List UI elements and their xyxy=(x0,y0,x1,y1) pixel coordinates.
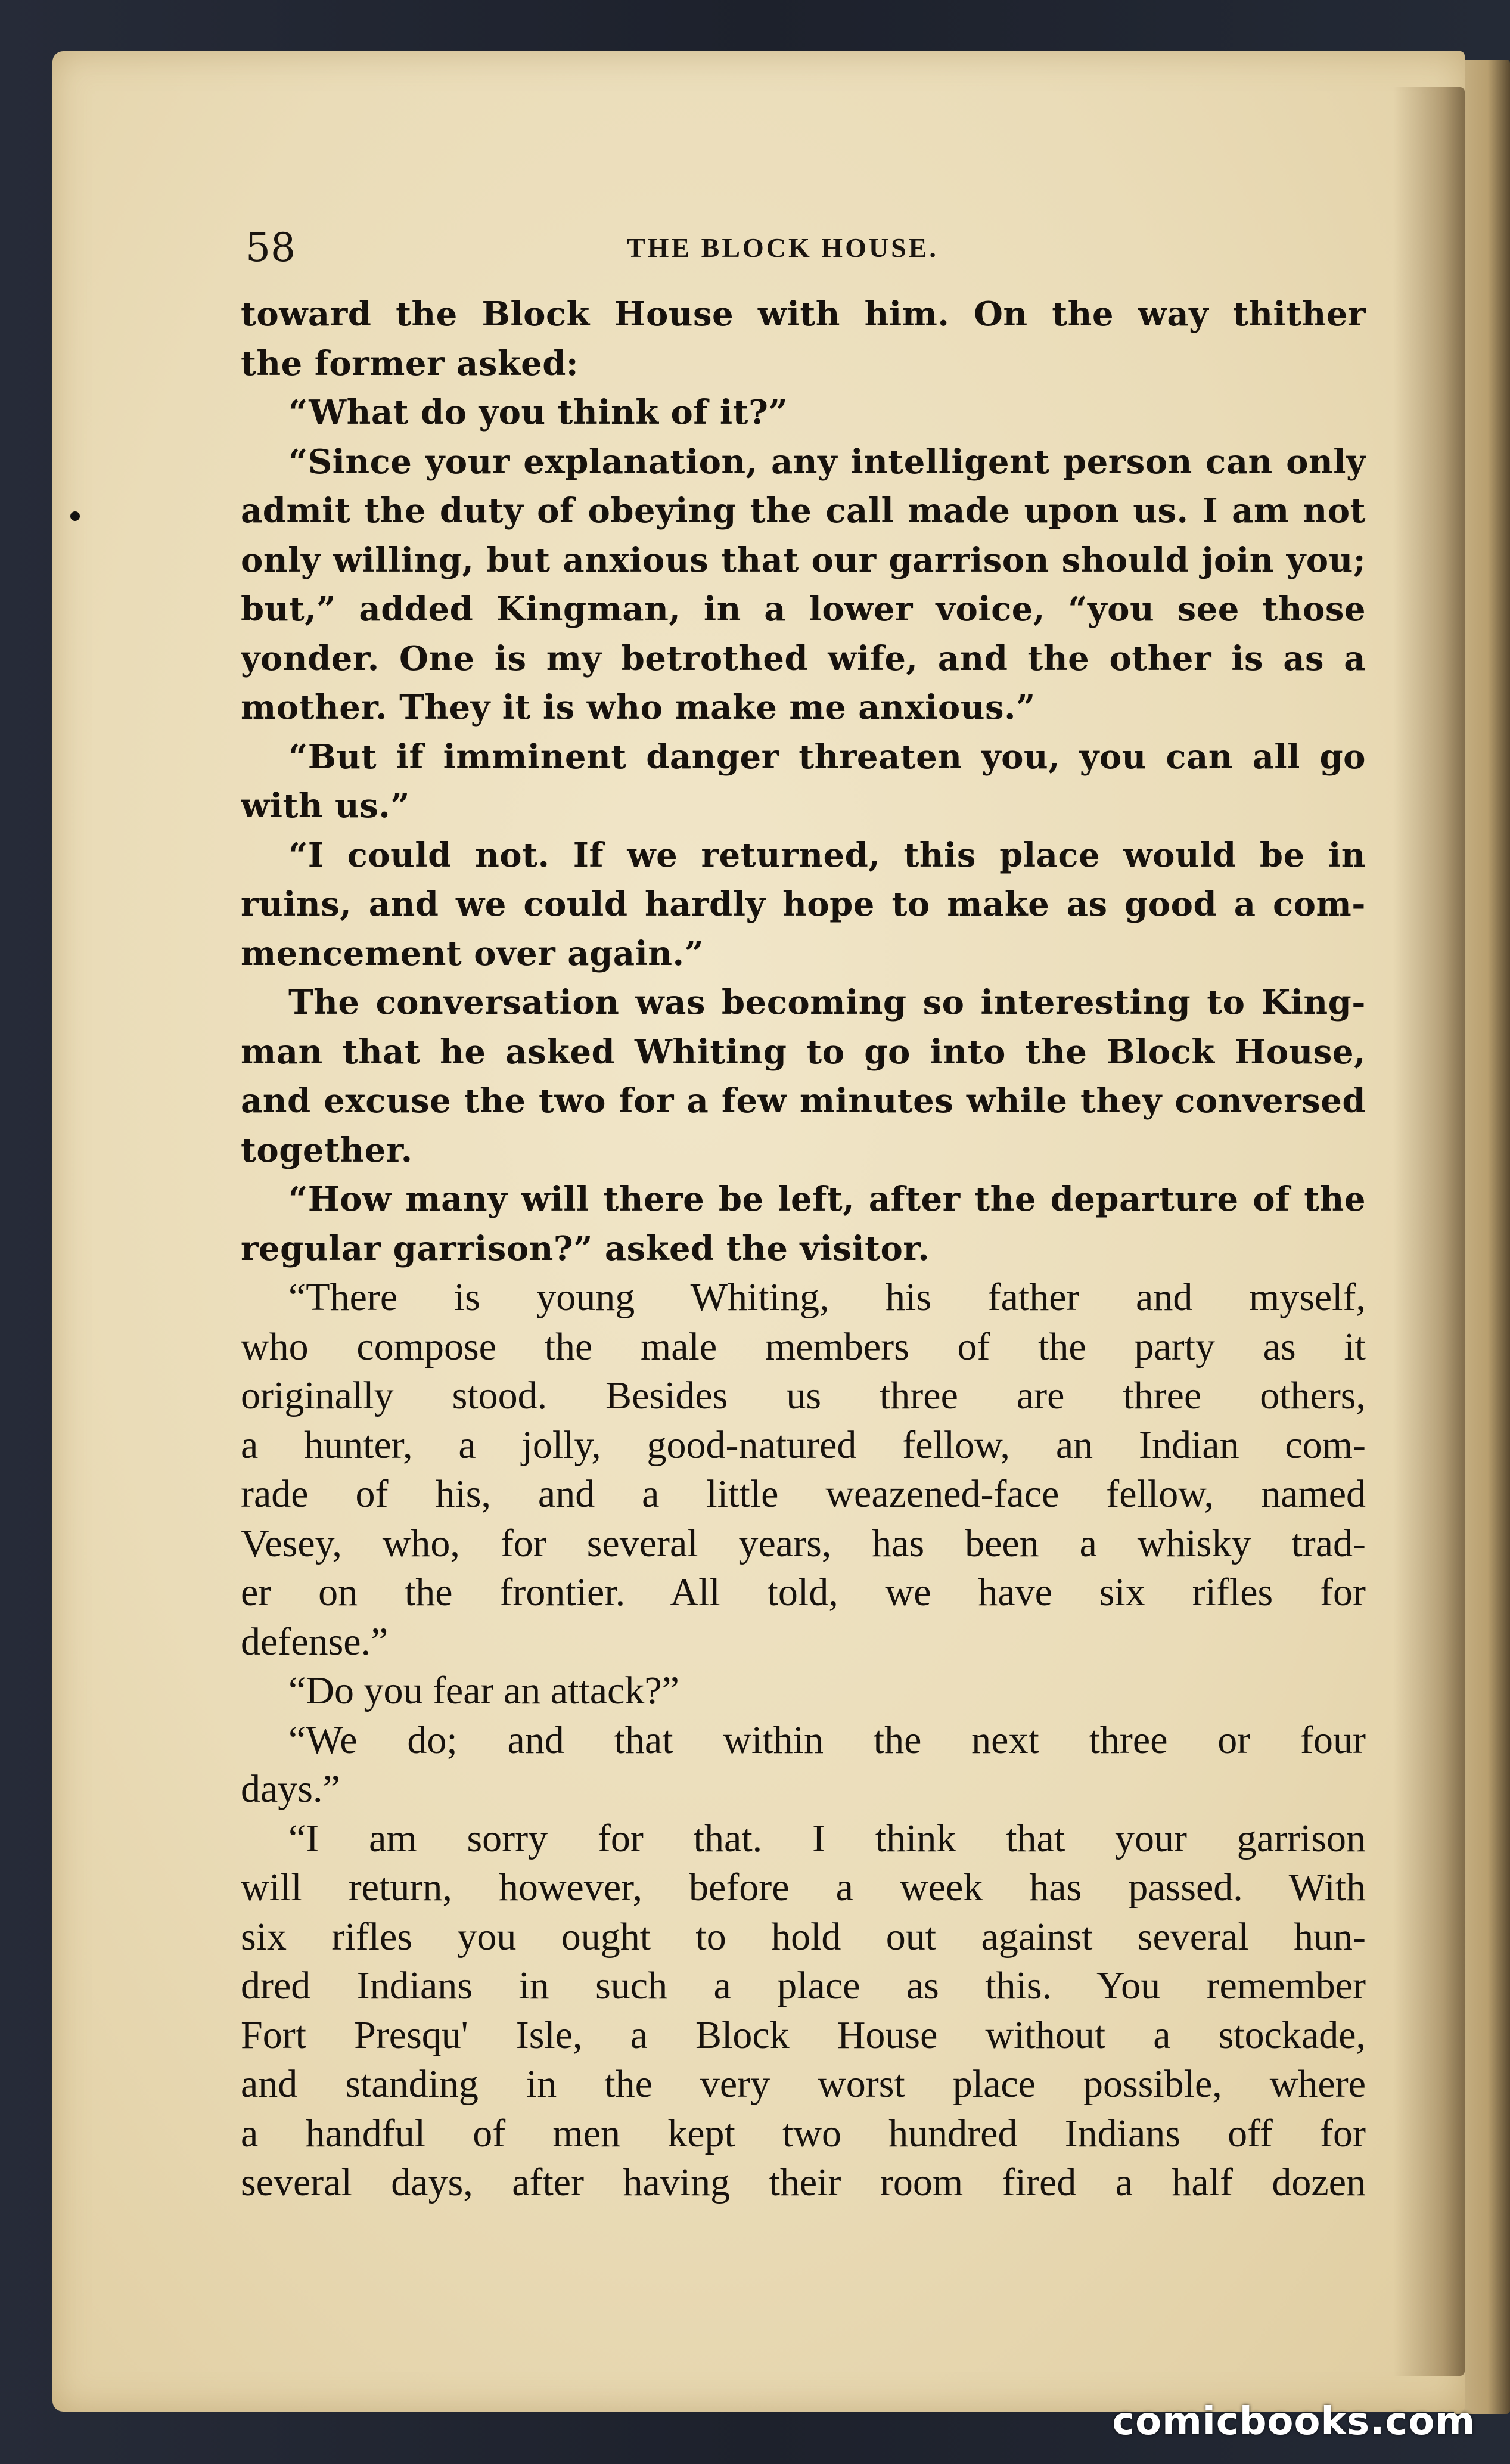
text-block-bold xyxy=(241,290,1366,1273)
text-line: with us.” xyxy=(241,786,411,826)
text-line: yonder. One is my betrothed wife, and the other is as a xyxy=(241,638,1366,678)
text-line: and standing in the very worst place possible, where xyxy=(241,2062,1366,2106)
text-line: “Do you fear an attack?” xyxy=(288,1669,679,1712)
text-line: Vesey, who, for several years, has been a whisky trad- xyxy=(241,1521,1366,1565)
text-line: “Since your explanation, any intelligent person can only xyxy=(288,442,1366,482)
page-body xyxy=(241,290,1366,2208)
margin-ink-dot xyxy=(70,511,80,521)
text-line: the former asked: xyxy=(241,343,579,383)
site-watermark: comicbooks.com xyxy=(1112,2400,1475,2444)
text-line: regular garrison?” asked the visitor. xyxy=(241,1228,930,1268)
text-line: “There is young Whiting, his father and myself, xyxy=(288,1276,1366,1319)
text-line: ruins, and we could hardly hope to make as good a com- xyxy=(241,885,1366,924)
text-block-regular xyxy=(241,1273,1366,2208)
text-line: who compose the male members of the party as it xyxy=(241,1324,1366,1368)
text-line: defense.” xyxy=(241,1619,389,1664)
page-gutter-shadow xyxy=(1393,87,1465,2376)
text-line: six rifles you ought to hold out against several hun- xyxy=(241,1914,1366,1959)
text-line: admit the duty of obeying the call made upon us. I am not xyxy=(241,491,1366,530)
text-line: mother. They it is who make me anxious.” xyxy=(241,688,1036,727)
text-line: man that he asked Whiting to go into the Block House, xyxy=(241,1032,1366,1072)
text-line: dred Indians in such a place as this. You remember xyxy=(241,1964,1366,2007)
text-line: The conversation was becoming so interesting to King- xyxy=(288,983,1366,1022)
text-line: days.” xyxy=(241,1767,340,1811)
text-line: “I am sorry for that. I think that your garrison xyxy=(288,1816,1366,1860)
text-line: “I could not. If we returned, this place would be in xyxy=(288,835,1366,875)
text-line: mencement over again.” xyxy=(241,933,704,973)
text-line: Fort Presqu' Isle, a Block House without a stockade, xyxy=(241,2013,1366,2057)
running-head: THE BLOCK HOUSE. xyxy=(627,232,939,263)
text-line: only willing, but anxious that our garrison should join you; xyxy=(241,540,1366,580)
text-line: er on the frontier. All told, we have six rifles for xyxy=(241,1571,1366,1614)
page-header xyxy=(246,224,1366,272)
text-line: toward the Block House with him. On the way thither xyxy=(241,294,1366,334)
text-line: and excuse the two for a few minutes while they conversed xyxy=(241,1081,1366,1121)
text-line: together. xyxy=(241,1130,413,1170)
page-number: 58 xyxy=(246,225,296,271)
text-line: “What do you think of it?” xyxy=(288,393,788,432)
text-line: rade of his, and a little weazened-face fellow, named xyxy=(241,1472,1366,1516)
text-line: “How many will there be left, after the departure of the xyxy=(288,1180,1366,1219)
text-line: a handful of men kept two hundred Indians off for xyxy=(241,2111,1366,2155)
text-line: will return, however, before a week has passed. With xyxy=(241,1866,1366,1909)
text-line: “We do; and that within the next three or four xyxy=(288,1718,1366,1762)
text-line: a hunter, a jolly, good-natured fellow, an Indian com- xyxy=(241,1423,1366,1467)
text-line: but,” added Kingman, in a lower voice, “you see those xyxy=(241,589,1366,629)
text-line: originally stood. Besides us three are three others, xyxy=(241,1374,1366,1417)
text-line: “But if imminent danger threaten you, you can all go xyxy=(288,737,1366,777)
text-line: several days, after having their room fired a half dozen xyxy=(241,2161,1366,2204)
